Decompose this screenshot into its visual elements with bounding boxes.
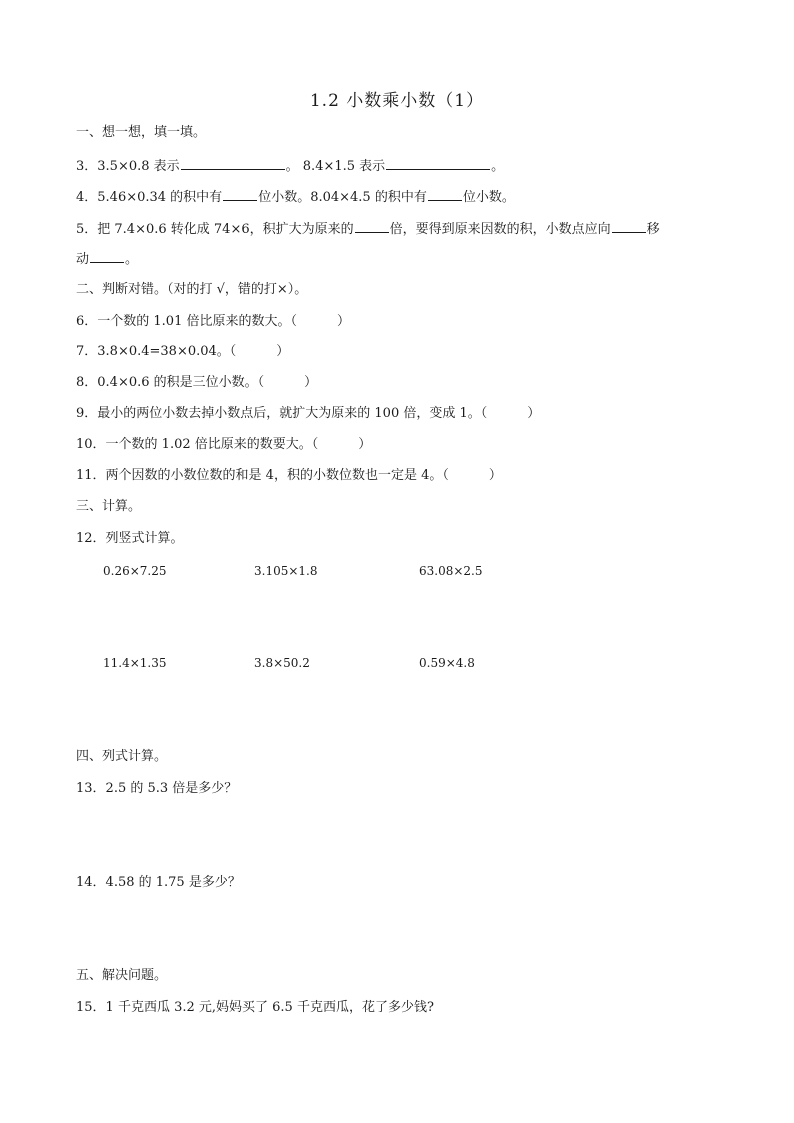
calc-item: 0.26×7.25: [103, 564, 167, 578]
question-4-blank-1[interactable]: [223, 187, 257, 201]
question-8: [76, 374, 317, 392]
question-3-text-b: 。 8.4×1.5 表示: [285, 159, 386, 174]
question-3: [76, 156, 504, 176]
question-6: [76, 313, 350, 331]
question-5-text-b: 倍，要得到原来因数的积，小数点应向: [389, 222, 611, 237]
question-8-text: 8．0.4×0.6 的积是三位小数。（: [76, 375, 265, 390]
calc-item: 11.4×1.35: [103, 656, 167, 670]
question-4-text-c: 位小数。: [462, 190, 515, 205]
question-4-text-a: 4．5.46×0.34 的积中有: [76, 190, 223, 205]
question-4-text-b: 位小数。8.04×4.5 的积中有: [258, 190, 427, 205]
question-7-text: 7．3.8×0.4=38×0.04。（: [76, 344, 237, 359]
calc-item: 63.08×2.5: [419, 564, 483, 578]
question-6-close: ）: [336, 314, 350, 329]
question-15: 15．1 千克西瓜 3.2 元,妈妈买了 6.5 千克西瓜，花了多少钱?: [76, 1000, 434, 1015]
question-13: 13．2.5 的 5.3 倍是多少？: [76, 781, 238, 796]
question-3-text-a: 3．3.5×0.8 表示: [76, 159, 180, 174]
section-4-heading: 四、列式计算。: [76, 749, 168, 764]
question-5-text-e: 。: [125, 252, 139, 267]
question-5-continued: [76, 249, 138, 269]
question-4: [76, 187, 515, 207]
calc-item: 3.8×50.2: [254, 656, 310, 670]
section-1-heading: 一、想一想，填一填。: [76, 125, 207, 140]
question-5-text-a: 5．把 7.4×0.6 转化成 74×6，积扩大为原来的: [76, 222, 354, 237]
question-5-blank-2[interactable]: [612, 219, 646, 233]
question-5-text-d: 动: [76, 252, 90, 267]
question-8-close: ）: [304, 375, 318, 390]
question-11-text: 11．两个因数的小数位数的和是 4，积的小数位数也一定是 4。（: [76, 468, 449, 483]
question-3-blank-1[interactable]: [181, 156, 285, 170]
section-3-heading: 三、计算。: [76, 499, 142, 514]
question-5: [76, 219, 660, 239]
question-10-text: 10．一个数的 1.02 倍比原来的数要大。（: [76, 437, 319, 452]
question-9: [76, 405, 540, 423]
question-3-blank-2[interactable]: [386, 156, 490, 170]
question-9-text: 9．最小的两位小数去掉小数点后，就扩大为原来的 100 倍，变成 1。（: [76, 406, 488, 421]
question-3-text-c: 。: [491, 159, 505, 174]
page-title: 1.2 小数乘小数（1）: [309, 91, 485, 111]
question-6-text: 6．一个数的 1.01 倍比原来的数大。（: [76, 314, 297, 329]
calc-item: 3.105×1.8: [254, 564, 318, 578]
question-10: [76, 436, 371, 454]
question-5-text-c: 移: [646, 222, 660, 237]
question-5-blank-3[interactable]: [90, 249, 124, 263]
section-5-heading: 五、解决问题。: [76, 968, 168, 983]
question-10-close: ）: [358, 437, 372, 452]
question-5-blank-1[interactable]: [355, 219, 389, 233]
question-9-close: ）: [527, 406, 541, 421]
calc-item: 0.59×4.8: [419, 656, 475, 670]
question-12: 12．列竖式计算。: [76, 531, 184, 546]
section-2-heading: 二、判断对错。（对的打 √，错的打×）。: [76, 282, 308, 297]
question-11-close: ）: [488, 468, 502, 483]
question-11: [76, 467, 502, 485]
question-7-close: ）: [276, 344, 290, 359]
question-7: [76, 343, 289, 361]
question-4-blank-2[interactable]: [428, 187, 462, 201]
question-14: 14．4.58 的 1.75 是多少？: [76, 875, 241, 890]
